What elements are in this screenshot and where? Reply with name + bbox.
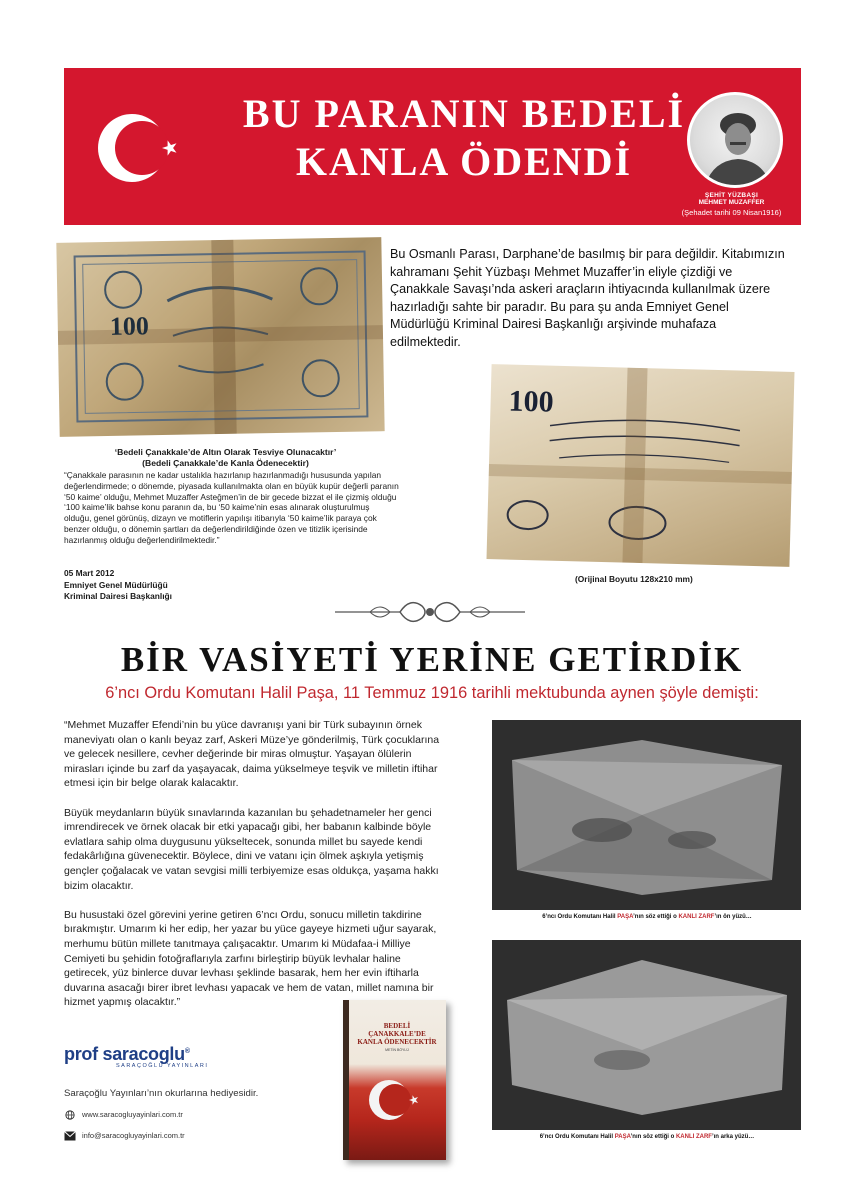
website-contact	[64, 1110, 183, 1120]
criminal-report-quote: “Çanakkale parasının ne kadar ustalıkla hazırlanıp hazırlanmadığı hususunda yapılan değerlendirmede; o dönemde, piyasada kullanılmakta olan en büyük kupür değerli paranın ‘50 kaime’ olduğu, Mehmet Muzaffer Asteğmen’in de bir gecede bizzat el ile çizmiş olduğu ‘100 kaime’lik bahse konu paranın da, bu ‘50 kaime’nin esas alınarak oluşturulmuş olduğu, genel görünüş, dizayn ve motiflerin yapılışı itibarıyla ‘50 kaime’lik paraya çok benzer olduğu, o dönemin şartları da değerlendirildiğinde özen ve titizlik içerisinde hazırlanmış olduğu değerlendirilmektedir.”	[64, 470, 399, 545]
envelope-front-photo	[492, 720, 801, 910]
section-heading: BİR VASİYETİ YERİNE GETİRDİK	[120, 640, 744, 679]
envelope-icon	[64, 1131, 76, 1141]
envelope-front-drawing	[492, 720, 801, 910]
caption-part-red: KANLI ZARF	[678, 914, 715, 920]
book-crescent-icon	[363, 1070, 423, 1130]
portrait-figure	[690, 95, 783, 188]
book-cover	[343, 1000, 446, 1160]
portrait-date: (Şehadet tarihi 09 Nisan1916)	[681, 208, 782, 217]
banknote-front-drawing	[56, 237, 384, 437]
portrait-caption	[664, 192, 799, 217]
email-contact	[64, 1131, 185, 1141]
original-size-caption: (Orijinal Boyutu 128x210 mm)	[575, 574, 693, 584]
caption-bold-line2: (Bedeli Çanakkale’de Kanla Ödenecektir)	[142, 458, 309, 468]
book-title-line1: BEDELİ	[383, 1022, 411, 1030]
banknote-back-value: 100	[508, 384, 555, 419]
caption-part: ’ın arka yüzü…	[711, 1134, 755, 1140]
section-subheading: 6’ncı Ordu Komutanı Halil Paşa, 11 Temmuz 1916 tarihli mektubunda aynen şöyle demişti:	[105, 684, 759, 702]
letter-paragraph: Büyük meydanların büyük sınavlarında kazanılan bu şehadetnameler her genci imrendirecek ve örnek olacak bir etki yapacağı gibi, her babanın kalbinde böyle evlatlara sahip olma duygusunu yükseltecek, sonunda millet bu sayede kendi fedakârlığına güvenecektir. Böylece, dini ve vatanı için ölmek aşkıyla yetişmiş gençler çoğalacak ve vatan sevgisi milli terbiyemize esas oldukça, yaşama hakkı bizim olacaktır.	[64, 806, 439, 892]
email-link[interactable]: info@saracogluyayinlari.com.tr	[82, 1131, 185, 1140]
logo-registered: ®	[184, 1048, 190, 1055]
book-title-line2: ÇANAKKALE’DE	[368, 1030, 426, 1038]
portrait-photo	[687, 92, 783, 188]
publisher-logo	[64, 1044, 264, 1069]
portrait-rank: ŞEHİT YÜZBAŞI	[704, 192, 759, 199]
banner-title	[204, 90, 724, 186]
envelope-back-photo	[492, 940, 801, 1130]
caption-part: ’ın ön yüzü…	[714, 914, 752, 920]
book-title-line3: KANLA ÖDENECEKTİR	[357, 1038, 437, 1046]
report-signature	[64, 568, 284, 603]
intro-paragraph: Bu Osmanlı Parası, Darphane’de basılmış bir para değildir. Kitabımızın kahramanı Şehit Yüzbaşı Mehmet Muzaffer’in eliyle çizdiği ve Çanakkale Savaşı’nda askeri araçların ihtiyacında kullanılmak üzere hazırladığı sahte bir paradır. Bu para şu anda Emniyet Genel Müdürlüğü Kriminal Dairesi Başkanlığı arşivinde muhafaza edilmektedir.	[390, 247, 785, 349]
banknote-front-value: 100	[109, 311, 150, 341]
letter-paragraph: “Mehmet Muzaffer Efendi’nin bu yüce davranışı yani bir Türk subayının örnek maneviyatı olan o kanlı beyaz zarf, Askeri Müze’ye gönderilmiş, Türk çocuklarına ve gelecek nesillere, cevher değerinde bir miras olmuştur. Yaşayan ölülerin mirasları içinde bu zarf da yaşayacak, daima yükselmeye teşvik ve milletin iftihar etmesi için bir belge olarak kalacaktır.	[64, 719, 440, 790]
signature-org1: Emniyet Genel Müdürlüğü	[64, 579, 168, 590]
gift-note: Saraçoğlu Yayınları’nın okurlarına hediyesidir.	[64, 1088, 259, 1099]
envelope-back-drawing	[492, 940, 801, 1130]
caption-part: 6’ncı Ordu Komutanı Halil	[539, 1134, 615, 1140]
letter-body	[64, 718, 446, 1024]
logo-tagline: SARAÇOĞLU YAYINLARI	[116, 1063, 209, 1069]
caption-part-red: PAŞA	[614, 1134, 631, 1140]
caption-part-red: PAŞA	[617, 914, 634, 920]
banner-title-line1: BU PARANIN BEDELİ	[242, 91, 686, 136]
banknote-title-caption	[58, 447, 393, 469]
caption-part: ’nın söz ettiği o	[633, 914, 679, 920]
signature-date: 05 Mart 2012	[64, 568, 115, 578]
signature-org2: Kriminal Dairesi Başkanlığı	[64, 591, 172, 601]
caption-part-red: KANLI ZARF	[675, 1134, 712, 1140]
portrait-name: MEHMET MUZAFFER	[698, 199, 765, 206]
book-author: METİN BÖYLÜ	[385, 1048, 409, 1052]
banknote-image-back	[486, 364, 794, 567]
caption-part: 6’ncı Ordu Komutanı Halil	[542, 914, 618, 920]
banknote-image-front	[56, 237, 384, 437]
envelope-front-caption	[487, 914, 807, 920]
caption-bold-line1: ‘Bedeli Çanakkale’de Altın Olarak Tesviye Olunacaktır’	[114, 447, 337, 457]
logo-brand: prof saracoglu	[64, 1044, 185, 1064]
crescent-star-icon	[88, 100, 184, 196]
website-link[interactable]: www.saracogluyayinlari.com.tr	[82, 1110, 183, 1119]
banner-title-line2: KANLA ÖDENDİ	[295, 139, 633, 184]
book-title	[351, 1022, 443, 1046]
globe-icon	[64, 1110, 76, 1120]
ornament-divider-icon	[330, 592, 530, 632]
envelope-back-caption	[487, 1134, 807, 1140]
letter-paragraph: Bu husustaki özel görevini yerine getiren 6’ncı Ordu, sonucu milletin takdirine bırakmıştır. Umarım ki her edip, her yazar bu yüce gayeye hizmeti uğur sayarak, merhumu bütün millete tanıtmaya çalışacaktır. Umarım ki Müdafaa-i Milliye Cemiyeti bu şehidin fotoğraflarıyla zarfını birleştirip büyük levhalar haline getirecek, yüz binlerce duvar levhası şeklinde basarak, hem her evin iftiharla duvarına asacağı birer ibret levhası yapacak ve hem de vatan, millet namına bir hizmet yapmış olacaktır.”	[64, 908, 437, 1009]
caption-part: ’nın söz ettiği o	[630, 1134, 676, 1140]
header-banner	[64, 68, 801, 225]
